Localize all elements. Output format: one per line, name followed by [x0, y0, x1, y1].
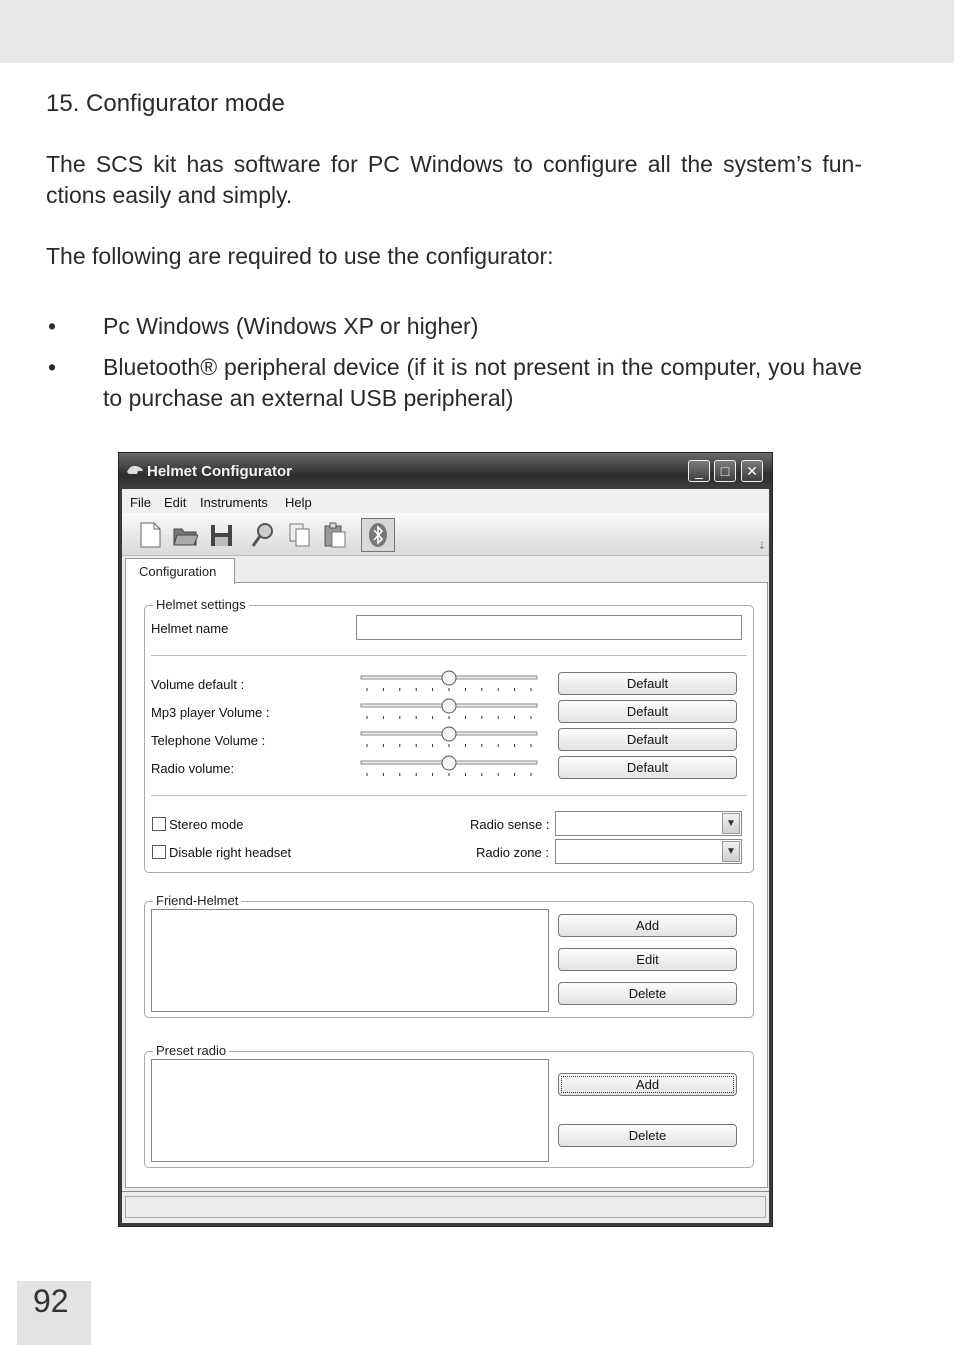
menu-bar: [122, 489, 769, 513]
preset-add-button[interactable]: Add: [558, 1073, 737, 1096]
radio-zone-label: Radio zone :: [476, 845, 549, 860]
app-icon: [126, 464, 144, 476]
slider-thumb[interactable]: [442, 699, 456, 713]
menu-help[interactable]: Help: [285, 495, 312, 510]
save-disk-icon[interactable]: [208, 521, 234, 549]
telephone-volume-label: Telephone Volume :: [151, 733, 266, 748]
disable-right-headset-label: Disable right headset: [169, 845, 292, 860]
bullet-icon: •: [48, 313, 57, 339]
status-panel: [125, 1196, 766, 1218]
preset-delete-button[interactable]: Delete: [558, 1124, 737, 1147]
header-band: [0, 0, 954, 63]
preset-radio-group: [144, 1043, 754, 1168]
volume-default-label: Volume default :: [151, 677, 245, 692]
status-bar: [122, 1191, 769, 1223]
friend-add-button[interactable]: Add: [558, 914, 737, 937]
toolbar-grip-icon: ⇣: [757, 541, 766, 552]
stereo-mode-checkbox[interactable]: [152, 817, 166, 831]
mp3-volume-reset-button[interactable]: Default: [558, 700, 737, 723]
slider-thumb[interactable]: [442, 727, 456, 741]
group-title: Preset radio: [153, 1043, 229, 1058]
stereo-mode-label: Stereo mode: [169, 817, 244, 832]
divider: [151, 795, 747, 796]
volume-default-slider[interactable]: [359, 670, 539, 694]
toolbar: [122, 513, 769, 556]
telephone-volume-reset-button[interactable]: Default: [558, 728, 737, 751]
group-title: Friend-Helmet: [153, 893, 241, 908]
list-item: • Pc Windows (Windows XP or higher): [46, 311, 862, 342]
helmet-settings-group: [144, 597, 754, 873]
tab-configuration[interactable]: Configuration: [125, 558, 235, 584]
radio-volume-label: Radio volume:: [151, 761, 235, 776]
close-button[interactable]: [741, 460, 763, 482]
divider: [151, 655, 747, 656]
configurator-window: [118, 452, 773, 1227]
page-number: 92: [17, 1281, 91, 1345]
slider-thumb[interactable]: [442, 671, 456, 685]
requirements-list: [46, 311, 862, 424]
friend-helmet-list[interactable]: [151, 909, 549, 1012]
bullet-icon: •: [48, 354, 57, 380]
window-client-area: [122, 489, 769, 1223]
new-document-icon[interactable]: [137, 521, 163, 549]
close-icon: ✕: [746, 463, 758, 479]
minimize-icon: _: [695, 463, 703, 479]
preset-radio-list[interactable]: [151, 1059, 549, 1162]
title-bar[interactable]: [119, 453, 772, 489]
maximize-button[interactable]: [714, 460, 736, 482]
helmet-name-input[interactable]: [356, 615, 742, 640]
chevron-down-icon[interactable]: ▼: [722, 813, 740, 834]
paste-icon[interactable]: [322, 521, 348, 549]
bluetooth-button[interactable]: [361, 518, 395, 552]
group-title: Helmet settings: [153, 597, 249, 612]
intro-paragraph: The SCS kit has software for PC Windows to configure all the system’s fun-ctions easily and simply.: [46, 151, 862, 208]
section-heading: 15. Configurator mode: [46, 90, 285, 117]
requirements-intro: The following are required to use the configurator:: [46, 243, 554, 269]
radio-sense-label: Radio sense :: [470, 817, 550, 832]
copy-icon[interactable]: [287, 521, 313, 549]
friend-helmet-group: [144, 893, 754, 1018]
radio-volume-reset-button[interactable]: Default: [558, 756, 737, 779]
menu-file[interactable]: File: [130, 495, 151, 510]
configuration-panel: [125, 582, 768, 1188]
slider-thumb[interactable]: [442, 756, 456, 770]
volume-default-reset-button[interactable]: Default: [558, 672, 737, 695]
open-folder-icon[interactable]: [172, 521, 198, 549]
helmet-name-label: Helmet name: [151, 621, 229, 636]
bluetooth-icon: [362, 519, 394, 551]
mp3-volume-label: Mp3 player Volume :: [151, 705, 270, 720]
telephone-volume-slider[interactable]: [359, 726, 539, 750]
disable-right-headset-checkbox[interactable]: [152, 845, 166, 859]
radio-zone-select[interactable]: [555, 839, 742, 864]
window-title: Helmet Configurator: [147, 463, 293, 480]
radio-sense-select[interactable]: [555, 811, 742, 836]
minimize-button[interactable]: [688, 460, 710, 482]
chevron-down-icon[interactable]: ▼: [722, 841, 740, 862]
friend-edit-button[interactable]: Edit: [558, 948, 737, 971]
mp3-volume-slider[interactable]: [359, 698, 539, 722]
friend-delete-button[interactable]: Delete: [558, 982, 737, 1005]
radio-volume-slider[interactable]: [359, 755, 539, 779]
maximize-icon: □: [720, 463, 730, 479]
search-icon[interactable]: [250, 521, 276, 549]
menu-instruments[interactable]: Instruments: [200, 495, 268, 510]
list-item: • Bluetooth® peripheral device (if it is not present in the computer, you have to purchase an external USB peripheral): [48, 354, 862, 411]
menu-edit[interactable]: Edit: [164, 495, 187, 510]
